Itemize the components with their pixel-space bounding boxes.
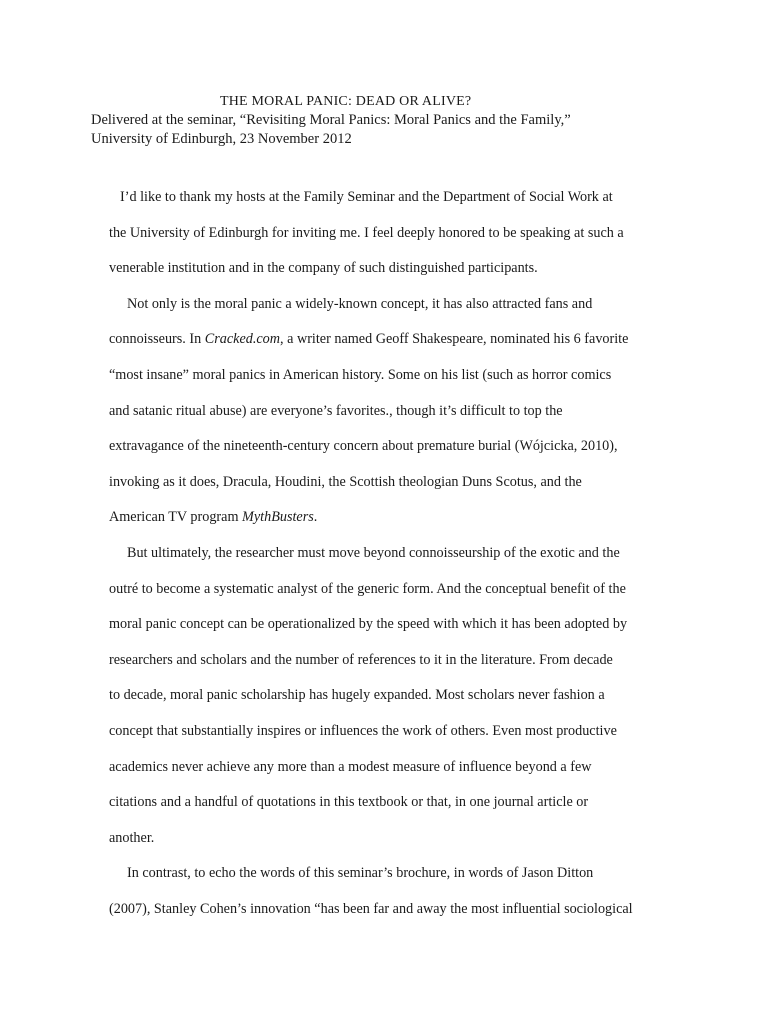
- text-line: another.: [109, 829, 155, 846]
- text-line: moral panic concept can be operationalized by the speed with which it has been adopted by: [109, 616, 628, 633]
- document-subtitle: [91, 111, 571, 149]
- text-line: In contrast, to echo the words of this seminar’s brochure, in words of Jason Ditton: [127, 865, 594, 882]
- paragraph: [91, 180, 683, 287]
- paragraph: [91, 287, 683, 536]
- text-line: Not only is the moral panic a widely-known concept, it has also attracted fans and: [127, 295, 593, 312]
- text-line: the University of Edinburgh for inviting me. I feel deeply honored to be speaking at such a: [109, 224, 624, 241]
- text-line: I’d like to thank my hosts at the Family Seminar and the Department of Social Work at: [120, 189, 613, 205]
- text-segment: , a writer named Geoff Shakespeare, nominated his 6 favorite: [280, 331, 629, 348]
- text-line: extravagance of the nineteenth-century concern about premature burial (Wójcicka, 2010),: [109, 438, 618, 455]
- text-line: “most insane” moral panics in American history. Some on his list (such as horror comics: [109, 366, 612, 383]
- text-line: venerable institution and in the company of such distinguished participants.: [109, 260, 538, 277]
- document-body: [91, 180, 683, 927]
- paragraph: [91, 856, 683, 927]
- paragraph: [91, 536, 683, 856]
- text-segment: connoisseurs. In: [109, 331, 205, 348]
- text-line: [91, 500, 683, 536]
- text-line: invoking as it does, Dracula, Houdini, the Scottish theologian Duns Scotus, and the: [109, 473, 582, 490]
- subtitle-line: University of Edinburgh, 23 November 2012: [91, 131, 352, 147]
- text-line: [91, 322, 683, 358]
- text-line: But ultimately, the researcher must move beyond connoisseurship of the exotic and the: [127, 544, 620, 561]
- text-line: researchers and scholars and the number of references to it in the literature. From decade: [109, 651, 613, 668]
- text-line: to decade, moral panic scholarship has hugely expanded. Most scholars never fashion a: [109, 687, 605, 704]
- document-title: THE MORAL PANIC: DEAD OR ALIVE?: [220, 94, 472, 109]
- program-title: MythBusters: [242, 509, 314, 526]
- text-line: academics never achieve any more than a modest measure of influence beyond a few: [109, 758, 592, 775]
- website-reference: Cracked.com: [204, 331, 281, 348]
- text-line: (2007), Stanley Cohen’s innovation “has been far and away the most influential sociological: [109, 900, 633, 917]
- text-line: and satanic ritual abuse) are everyone’s favorites., though it’s difficult to top the: [109, 402, 563, 419]
- text-segment: American TV program: [109, 509, 243, 526]
- text-segment: .: [313, 509, 318, 526]
- text-line: concept that substantially inspires or influences the work of others. Even most productive: [109, 722, 617, 739]
- text-line: outré to become a systematic analyst of the generic form. And the conceptual benefit of the: [109, 580, 626, 597]
- text-line: citations and a handful of quotations in this textbook or that, in one journal article or: [109, 794, 589, 811]
- subtitle-line: Delivered at the seminar, “Revisiting Moral Panics: Moral Panics and the Family,”: [91, 112, 571, 128]
